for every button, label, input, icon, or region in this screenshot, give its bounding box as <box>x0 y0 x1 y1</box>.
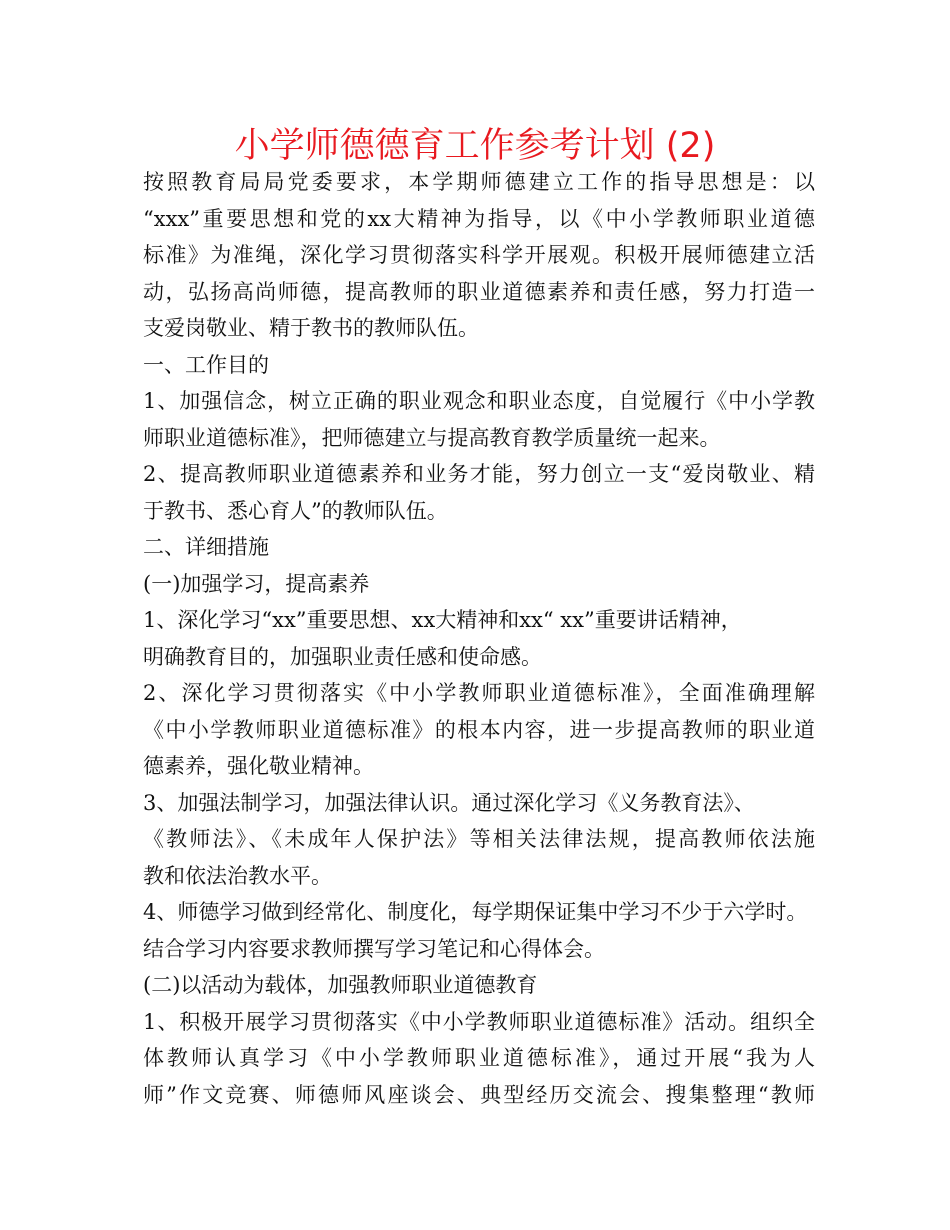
body-line: 1、加强信念，树立正确的职业观念和职业态度，自觉履行《中小学教 <box>143 389 815 413</box>
subsection-heading: (二)以活动为载体，加强教师职业道德教育 <box>143 973 538 997</box>
body-line: 3、加强法制学习，加强法律认识。通过深化学习《义务教育法》、 <box>143 790 755 815</box>
body-line: 1、积极开展学习贯彻落实《中小学教师职业道德标准》活动。组织全 <box>143 1009 815 1034</box>
body-line: 体教师认真学习《中小学教师职业道德标准》，通过开展“我为人 <box>143 1046 815 1070</box>
body-line: 师职业道德标准》，把师德建立与提高教育教学质量统一起来。 <box>143 425 721 450</box>
body-line: 教和依法治教水平。 <box>143 863 332 888</box>
document-title: 小学师德德育工作参考计划 (2) <box>234 126 716 166</box>
section-heading: 二、详细措施 <box>143 535 269 559</box>
body-line: 2、深化学习贯彻落实《中小学教师职业道德标准》，全面准确理解 <box>143 681 815 705</box>
body-line: 标准》为准绳，深化学习贯彻落实科学开展观。积极开展师德建立活 <box>143 243 815 267</box>
body-line: 《中小学教师职业道德标准》的根本内容，进一步提高教师的职业道 <box>143 717 815 742</box>
body-line: 按照教育局局党委要求，本学期师德建立工作的指导思想是：以 <box>143 170 815 194</box>
body-line: 动，弘扬高尚师德，提高教师的职业道德素养和责任感，努力打造一 <box>143 279 815 304</box>
body-line: 明确教育目的，加强职业责任感和使命感。 <box>143 644 542 669</box>
body-line: 德素养，强化敬业精神。 <box>143 754 374 778</box>
body-line: 于教书、悉心育人”的教师队伍。 <box>143 498 448 523</box>
body-line: 《教师法》、《未成年人保护法》等相关法律法规，提高教师依法施 <box>143 827 815 851</box>
document-body <box>143 164 815 1113</box>
body-line: 师”作文竞赛、师德师风座谈会、典型经历交流会、搜集整理“教师 <box>143 1082 815 1107</box>
body-line: 2、提高教师职业道德素养和业务才能，努力创立一支“爱岗敬业、精 <box>143 462 815 486</box>
subsection-heading: (一)加强学习，提高素养 <box>143 571 370 596</box>
section-heading: 一、工作目的 <box>143 352 269 377</box>
body-line: “xxx”重要思想和党的xx大精神为指导，以《中小学教师职业道德 <box>143 206 815 231</box>
body-line: 4、师德学习做到经常化、制度化，每学期保证集中学习不少于六学时。 <box>143 900 808 924</box>
body-line: 支爱岗敬业、精于教书的教师队伍。 <box>143 316 479 340</box>
body-line: 结合学习内容要求教师撰写学习笔记和心得体会。 <box>143 936 605 961</box>
body-line: 1、深化学习“xx”重要思想、xx大精神和xx“ xx”重要讲话精神， <box>143 608 742 632</box>
